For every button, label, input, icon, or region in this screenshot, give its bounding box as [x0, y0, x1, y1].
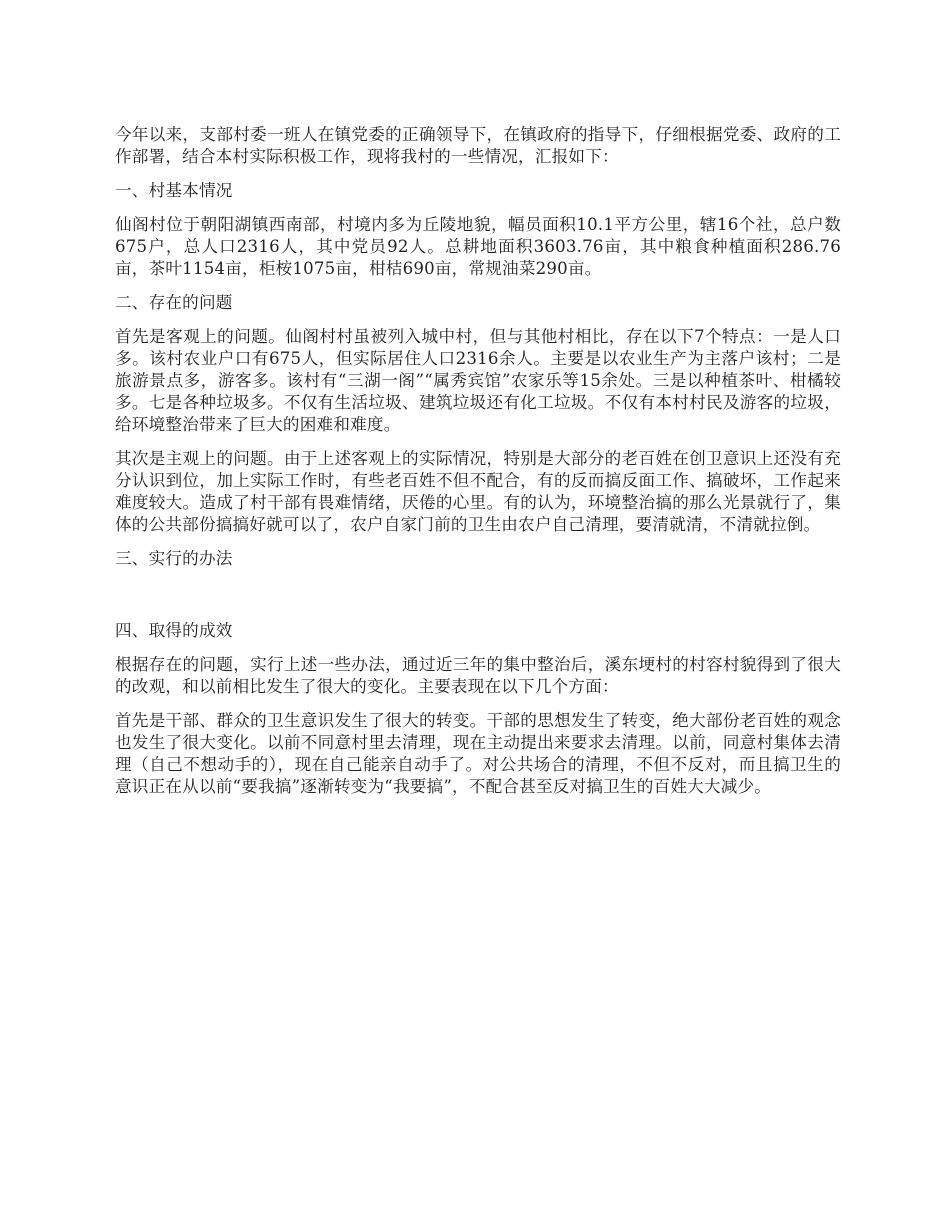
results-awareness-paragraph: 首先是干部、群众的卫生意识发生了很大的转变。干部的思想发生了转变，绝大部份老百姓的观念也发生了很大变化。以前不同意村里去清理，现在主动提出来要求去清理。以前，同意村集体去清理（自己不想动手的），现在自己能亲自动手了。对公共场合的清理，不但不反对，而且搞卫生的意识正在从以前“要我搞”逐渐转变为“我要搞”，不配合甚至反对搞卫生的百姓大大减少。 [115, 711, 841, 796]
section-heading-results: 四、取得的成效 [115, 621, 233, 640]
section-heading-problems: 二、存在的问题 [115, 293, 233, 312]
section-heading-methods: 三、实行的办法 [115, 549, 233, 568]
results-intro-paragraph: 根据存在的问题，实行上述一些办法，通过近三年的集中整治后，溪东埂村的村容村貌得到了很大的改观，和以前相比发生了很大的变化。主要表现在以下几个方面： [115, 655, 841, 696]
document-body [115, 124, 841, 810]
intro-paragraph: 今年以来，支部村委一班人在镇党委的正确领导下，在镇政府的指导下，仔细根据党委、政府的工作部署，结合本村实际积极工作，现将我村的一些情况，汇报如下： [115, 125, 841, 166]
basic-info-paragraph: 仙阁村位于朝阳湖镇西南部，村境内多为丘陵地貌，幅员面积10.1平方公里，辖16个社，总户数675户，总人口2316人，其中党员92人。总耕地面积3603.76亩，其中粮食种植面积286.76亩，茶叶1154亩，柜桉1075亩，柑桔690亩，常规油菜290亩。 [115, 215, 841, 278]
subjective-problems-paragraph: 其次是主观上的问题。由于上述客观上的实际情况，特别是大部分的老百姓在创卫意识上还没有充分认识到位，加上实际工作时，有些老百姓不但不配合，有的反而搞反面工作、搞破坏，工作起来难度较大。造成了村干部有畏难情绪，厌倦的心里。有的认为，环境整治搞的那么光景就行了，集体的公共部份搞搞好就可以了，农户自家门前的卫生由农户自己清理，要清就清，不清就拉倒。 [115, 449, 841, 534]
objective-problems-paragraph: 首先是客观上的问题。仙阁村村虽被列入城中村，但与其他村相比，存在以下7个特点：一是人口多。该村农业户口有675人，但实际居住人口2316余人。主要是以农业生产为主落户该村；二是旅游景点多，游客多。该村有“三湖一阁”“属秀宾馆”农家乐等15余处。三是以种植茶叶、柑橘较多。七是各种垃圾多。不仅有生活垃圾、建筑垃圾还有化工垃圾。不仅有本村村民及游客的垃圾，给环境整治带来了巨大的困难和难度。 [115, 327, 841, 434]
section-heading-basic-info: 一、村基本情况 [115, 181, 233, 200]
